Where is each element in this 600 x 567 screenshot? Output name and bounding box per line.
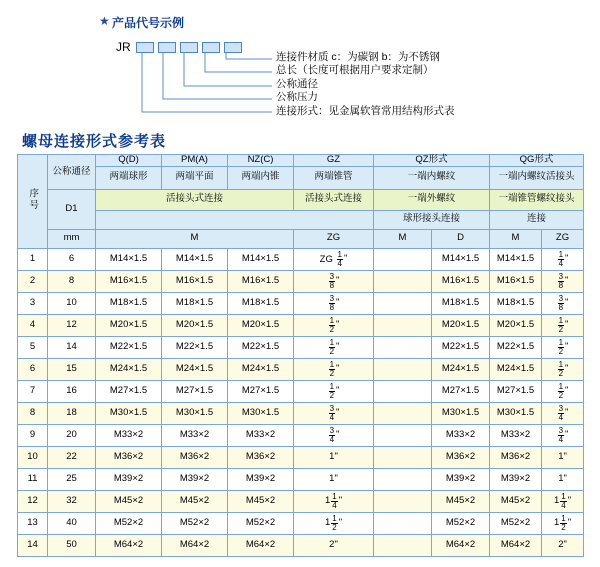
cell-nz-thread: M30×1.5 xyxy=(228,402,294,424)
cell-q-thread: M14×1.5 xyxy=(96,248,162,270)
cell-qz-d: M20×1.5 xyxy=(432,314,490,336)
cell-q-thread: M18×1.5 xyxy=(96,292,162,314)
header-serial: 序号 xyxy=(18,155,48,249)
cell-qz-d: M52×2 xyxy=(432,512,490,534)
cell-serial: 14 xyxy=(18,534,48,556)
cell-qz-m xyxy=(374,534,432,556)
cell-nominal-diameter: 50 xyxy=(48,534,96,556)
cell-qg-zg: $\frac{1}{2}$ " xyxy=(542,380,584,402)
cell-qz-m xyxy=(374,314,432,336)
cell-qz-m xyxy=(374,292,432,314)
cell-qz-d: M30×1.5 xyxy=(432,402,490,424)
cell-pm-thread: M22×1.5 xyxy=(162,336,228,358)
cell-nz-thread: M64×2 xyxy=(228,534,294,556)
header-group-q: Q(D) xyxy=(96,155,162,167)
cell-qz-m xyxy=(374,270,432,292)
cell-nominal-diameter: 40 xyxy=(48,512,96,534)
table-header-row-1 xyxy=(18,155,584,167)
header-unit-qg-m: M xyxy=(490,229,542,248)
callout-nominal-diameter: 公称通径 xyxy=(276,77,318,90)
cell-nz-thread: M36×2 xyxy=(228,446,294,468)
cell-qz-d: M14×1.5 xyxy=(432,248,490,270)
cell-qg-m: M30×1.5 xyxy=(490,402,542,424)
header-sub-qz: 一端内螺纹 xyxy=(374,166,490,189)
table-row xyxy=(18,314,584,336)
callout-material: 连接件材质 c：为碳钢 b：为不锈钢 xyxy=(276,51,440,63)
cell-qg-zg: $\frac{3}{4}$ " xyxy=(542,424,584,446)
code-box xyxy=(158,42,176,53)
cell-qg-m: M52×2 xyxy=(490,512,542,534)
header-sub-gz: 两端锥管 xyxy=(294,166,374,189)
cell-gz-thread: ZG $\frac{1}{4}$ " xyxy=(294,248,374,270)
cell-pm-thread: M14×1.5 xyxy=(162,248,228,270)
cell-qz-d: M22×1.5 xyxy=(432,336,490,358)
page-title: 螺母连接形式参考表 xyxy=(22,133,167,150)
cell-qg-m: M14×1.5 xyxy=(490,248,542,270)
cell-pm-thread: M16×1.5 xyxy=(162,270,228,292)
table-row xyxy=(18,292,584,314)
cell-qg-m: M20×1.5 xyxy=(490,314,542,336)
cell-qz-m xyxy=(374,402,432,424)
cell-q-thread: M45×2 xyxy=(96,490,162,512)
header-unit-m: M xyxy=(96,229,294,248)
cell-serial: 4 xyxy=(18,314,48,336)
cell-qz-d: M39×2 xyxy=(432,468,490,490)
cell-qz-m xyxy=(374,380,432,402)
header-unit-mm: mm xyxy=(48,229,96,248)
diagram-callouts xyxy=(276,51,455,118)
cell-serial: 5 xyxy=(18,336,48,358)
cell-gz-thread: $\frac{3}{4}$ " xyxy=(294,402,374,424)
cell-q-thread: M52×2 xyxy=(96,512,162,534)
cell-pm-thread: M18×1.5 xyxy=(162,292,228,314)
cell-qg-zg: $\frac{3}{8}$ " xyxy=(542,270,584,292)
header-group-pm: PM(A) xyxy=(162,155,228,167)
cell-q-thread: M20×1.5 xyxy=(96,314,162,336)
cell-qz-d: M64×2 xyxy=(432,534,490,556)
code-box xyxy=(136,42,154,53)
code-box xyxy=(180,42,198,53)
cell-gz-thread: $\frac{1}{2}$ " xyxy=(294,358,374,380)
cell-qz-m xyxy=(374,446,432,468)
cell-qz-d: M33×2 xyxy=(432,424,490,446)
cell-nominal-diameter: 22 xyxy=(48,446,96,468)
callout-connection-type: 连接形式：见金属软管常用结构形式表 xyxy=(276,104,455,117)
cell-pm-thread: M30×1.5 xyxy=(162,402,228,424)
table-row xyxy=(18,402,584,424)
code-boxes xyxy=(136,42,242,53)
header-group-qg: QG形式 xyxy=(490,155,584,167)
cell-nominal-diameter: 6 xyxy=(48,248,96,270)
cell-nominal-diameter: 15 xyxy=(48,358,96,380)
cell-serial: 11 xyxy=(18,468,48,490)
table-body xyxy=(18,248,584,556)
cell-nominal-diameter: 32 xyxy=(48,490,96,512)
cell-pm-thread: M52×2 xyxy=(162,512,228,534)
callout-nominal-pressure: 公称压力 xyxy=(276,91,318,104)
cell-serial: 6 xyxy=(18,358,48,380)
header-group-qz: QZ形式 xyxy=(374,155,490,167)
header-row3-connection-4: 一端锥管螺纹接头 xyxy=(490,189,584,210)
table-row xyxy=(18,336,584,358)
cell-qg-zg: $\frac{1}{2}$ " xyxy=(542,314,584,336)
cell-q-thread: M64×2 xyxy=(96,534,162,556)
cell-q-thread: M16×1.5 xyxy=(96,270,162,292)
star-icon: ★ xyxy=(99,14,110,28)
cell-nz-thread: M52×2 xyxy=(228,512,294,534)
cell-pm-thread: M20×1.5 xyxy=(162,314,228,336)
cell-serial: 10 xyxy=(18,446,48,468)
cell-serial: 9 xyxy=(18,424,48,446)
cell-nominal-diameter: 8 xyxy=(48,270,96,292)
cell-q-thread: M24×1.5 xyxy=(96,358,162,380)
cell-pm-thread: M45×2 xyxy=(162,490,228,512)
cell-qg-zg: $\frac{3}{4}$ " xyxy=(542,402,584,424)
diagram-title: 产品代号示例 xyxy=(112,16,185,30)
cell-gz-thread: $\frac{3}{8}$ " xyxy=(294,270,374,292)
cell-serial: 7 xyxy=(18,380,48,402)
header-group-nz: NZ(C) xyxy=(228,155,294,167)
header-sub-pm: 两端平面 xyxy=(162,166,228,189)
cell-q-thread: M27×1.5 xyxy=(96,380,162,402)
header-sub-q: 两端球形 xyxy=(96,166,162,189)
cell-serial: 13 xyxy=(18,512,48,534)
cell-nz-thread: M18×1.5 xyxy=(228,292,294,314)
cell-gz-thread: $\frac{1}{2}$ " xyxy=(294,380,374,402)
header-unit-qz-d: D xyxy=(432,229,490,248)
cell-qz-d: M27×1.5 xyxy=(432,380,490,402)
table-row xyxy=(18,270,584,292)
header-row4-ball-joint: 球形接头连接 xyxy=(374,210,490,229)
cell-qg-zg: 1" xyxy=(542,468,584,490)
cell-nz-thread: M45×2 xyxy=(228,490,294,512)
cell-qg-zg: 1" xyxy=(542,446,584,468)
cell-q-thread: M22×1.5 xyxy=(96,336,162,358)
cell-nz-thread: M27×1.5 xyxy=(228,380,294,402)
cell-q-thread: M36×2 xyxy=(96,446,162,468)
header-row3-connection-1: 活接头式连接 xyxy=(96,189,294,210)
cell-pm-thread: M33×2 xyxy=(162,424,228,446)
header-unit-zg: ZG xyxy=(294,229,374,248)
cell-qz-m xyxy=(374,248,432,270)
cell-qg-m: M16×1.5 xyxy=(490,270,542,292)
table-row xyxy=(18,446,584,468)
cell-qg-m: M64×2 xyxy=(490,534,542,556)
cell-qz-d: M45×2 xyxy=(432,490,490,512)
table-row xyxy=(18,534,584,556)
callout-total-length: 总长（长度可根据用户要求定制） xyxy=(276,64,434,77)
header-row3-connection-3: 一端外螺纹 xyxy=(374,189,490,210)
spec-table-wrap xyxy=(17,154,583,557)
cell-nominal-diameter: 18 xyxy=(48,402,96,424)
cell-gz-thread: $\frac{1}{2}$ " xyxy=(294,336,374,358)
cell-qg-m: M33×2 xyxy=(490,424,542,446)
product-prefix-label: JR xyxy=(116,40,131,54)
cell-qg-zg: $\frac{1}{2}$ " xyxy=(542,336,584,358)
cell-qz-d: M24×1.5 xyxy=(432,358,490,380)
cell-nominal-diameter: 10 xyxy=(48,292,96,314)
code-box xyxy=(202,42,220,53)
cell-q-thread: M39×2 xyxy=(96,468,162,490)
cell-gz-thread: 2" xyxy=(294,534,374,556)
cell-pm-thread: M27×1.5 xyxy=(162,380,228,402)
cell-qg-m: M39×2 xyxy=(490,468,542,490)
table-row xyxy=(18,468,584,490)
cell-nz-thread: M39×2 xyxy=(228,468,294,490)
cell-nominal-diameter: 25 xyxy=(48,468,96,490)
cell-qg-m: M22×1.5 xyxy=(490,336,542,358)
cell-qz-m xyxy=(374,336,432,358)
product-code-diagram xyxy=(0,0,600,128)
cell-nominal-diameter: 12 xyxy=(48,314,96,336)
cell-pm-thread: M64×2 xyxy=(162,534,228,556)
cell-qg-zg: $\frac{1}{2}$ " xyxy=(542,358,584,380)
cell-gz-thread: $\frac{1}{2}$ " xyxy=(294,314,374,336)
cell-qz-d: M18×1.5 xyxy=(432,292,490,314)
cell-nz-thread: M16×1.5 xyxy=(228,270,294,292)
cell-pm-thread: M24×1.5 xyxy=(162,358,228,380)
cell-nz-thread: M14×1.5 xyxy=(228,248,294,270)
cell-qz-m xyxy=(374,490,432,512)
cell-nz-thread: M22×1.5 xyxy=(228,336,294,358)
cell-pm-thread: M39×2 xyxy=(162,468,228,490)
cell-q-thread: M30×1.5 xyxy=(96,402,162,424)
header-d1: D1 xyxy=(48,189,96,229)
cell-qz-m xyxy=(374,358,432,380)
cell-nz-thread: M33×2 xyxy=(228,424,294,446)
cell-pm-thread: M36×2 xyxy=(162,446,228,468)
table-row xyxy=(18,248,584,270)
header-unit-qg-zg: ZG xyxy=(542,229,584,248)
cell-qg-zg: $\frac{3}{8}$ " xyxy=(542,292,584,314)
cell-nz-thread: M20×1.5 xyxy=(228,314,294,336)
cell-serial: 3 xyxy=(18,292,48,314)
cell-gz-thread: 1" xyxy=(294,446,374,468)
table-row xyxy=(18,490,584,512)
table-header-row-5 xyxy=(18,229,584,248)
header-row3-connection-2: 活接头式连接 xyxy=(294,189,374,210)
cell-qg-zg: 2" xyxy=(542,534,584,556)
spec-table xyxy=(17,154,584,557)
cell-gz-thread: 1 $\frac{1}{4}$ " xyxy=(294,490,374,512)
cell-nz-thread: M24×1.5 xyxy=(228,358,294,380)
cell-qg-zg: $\frac{1}{4}$ " xyxy=(542,248,584,270)
cell-q-thread: M33×2 xyxy=(96,424,162,446)
cell-qz-m xyxy=(374,424,432,446)
table-row xyxy=(18,380,584,402)
cell-serial: 2 xyxy=(18,270,48,292)
cell-qz-m xyxy=(374,468,432,490)
cell-serial: 8 xyxy=(18,402,48,424)
cell-nominal-diameter: 16 xyxy=(48,380,96,402)
cell-qz-d: M36×2 xyxy=(432,446,490,468)
cell-gz-thread: 1 $\frac{1}{2}$ " xyxy=(294,512,374,534)
cell-qg-m: M18×1.5 xyxy=(490,292,542,314)
cell-qz-m xyxy=(374,512,432,534)
table-header-row-2 xyxy=(18,166,584,189)
cell-nominal-diameter: 14 xyxy=(48,336,96,358)
table-header-row-4 xyxy=(18,210,584,229)
cell-gz-thread: $\frac{3}{8}$ " xyxy=(294,292,374,314)
cell-qg-m: M27×1.5 xyxy=(490,380,542,402)
header-row4-connection: 连接 xyxy=(490,210,584,229)
cell-gz-thread: 1" xyxy=(294,468,374,490)
cell-serial: 12 xyxy=(18,490,48,512)
cell-qz-d: M16×1.5 xyxy=(432,270,490,292)
cell-gz-thread: $\frac{3}{4}$ " xyxy=(294,424,374,446)
table-row xyxy=(18,358,584,380)
code-box xyxy=(224,42,242,53)
header-nominal-diameter: 公称通径 xyxy=(48,155,96,190)
header-row4-blank xyxy=(96,210,374,229)
table-row xyxy=(18,424,584,446)
header-unit-qz-m: M xyxy=(374,229,432,248)
cell-qg-m: M36×2 xyxy=(490,446,542,468)
header-sub-qg: 一端内螺纹活接头 xyxy=(490,166,584,189)
cell-qg-zg: 1 $\frac{1}{4}$ " xyxy=(542,490,584,512)
cell-nominal-diameter: 20 xyxy=(48,424,96,446)
table-row xyxy=(18,512,584,534)
cell-qg-zg: 1 $\frac{1}{2}$ " xyxy=(542,512,584,534)
cell-qg-m: M24×1.5 xyxy=(490,358,542,380)
cell-qg-m: M45×2 xyxy=(490,490,542,512)
cell-serial: 1 xyxy=(18,248,48,270)
table-header-row-3 xyxy=(18,189,584,210)
header-group-gz: GZ xyxy=(294,155,374,167)
header-sub-nz: 两端内锥 xyxy=(228,166,294,189)
